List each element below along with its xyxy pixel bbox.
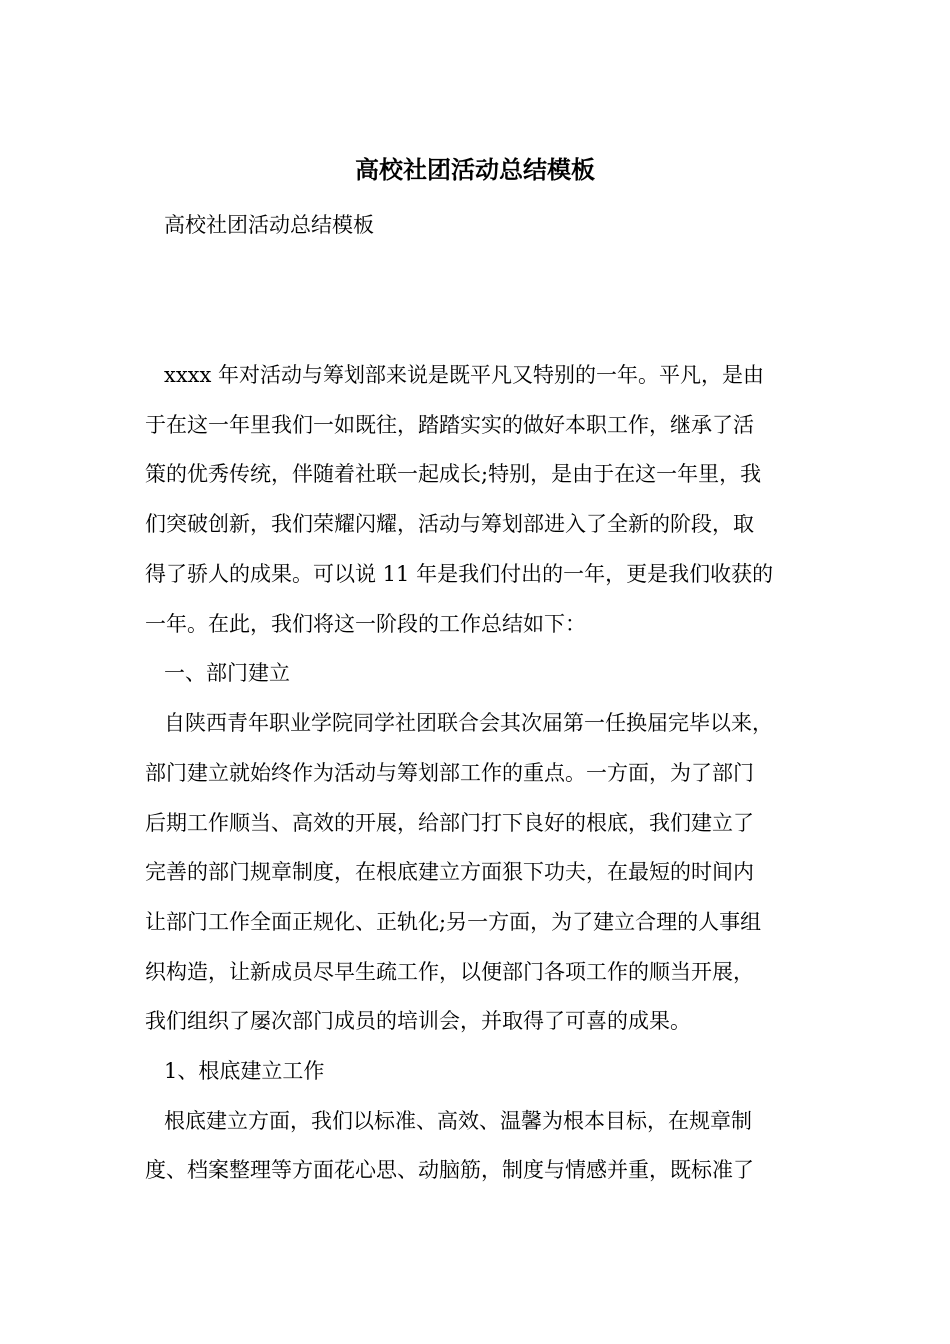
paragraph-line: 我们组织了屡次部门成员的培训会，并取得了可喜的成果。 [145,1009,691,1033]
subsection-heading: 1、根底建立工作 [164,1059,325,1083]
paragraph-line: 部门建立就始终作为活动与筹划部工作的重点。一方面，为了部门 [145,761,754,785]
paragraph-line: 度、档案整理等方面花心思、动脑筋，制度与情感并重，既标准了 [145,1158,754,1182]
paragraph-line: 完善的部门规章制度，在根底建立方面狠下功夫，在最短的时间内 [145,860,754,884]
document-title: 高校社团活动总结模板 [355,155,595,184]
paragraph-line: xxxx 年对活动与筹划部来说是既平凡又特别的一年。平凡，是由 [164,363,765,387]
paragraph-line: 们突破创新，我们荣耀闪耀，活动与筹划部进入了全新的阶段，取 [145,512,754,536]
paragraph-line: 于在这一年里我们一如既往，踏踏实实的做好本职工作，继承了活 [145,413,754,437]
paragraph-line: 后期工作顺当、高效的开展，给部门打下良好的根底，我们建立了 [145,811,754,835]
paragraph-line: 根底建立方面，我们以标准、高效、温馨为根本目标，在规章制 [164,1109,752,1133]
paragraph-line: 策的优秀传统，伴随着社联一起成长;特别，是由于在这一年里，我 [145,462,762,486]
paragraph-line: 一年。在此，我们将这一阶段的工作总结如下： [145,612,586,636]
paragraph-line: 自陕西青年职业学院同学社团联合会其次届第一任换届完毕以来， [164,711,773,735]
paragraph-line: 让部门工作全面正规化、正轨化;另一方面，为了建立合理的人事组 [145,910,762,934]
section-heading: 一、部门建立 [164,661,290,685]
document-subtitle: 高校社团活动总结模板 [164,213,374,237]
paragraph-line: 得了骄人的成果。可以说 11 年是我们付出的一年，更是我们收获的 [145,562,774,586]
paragraph-line: 织构造，让新成员尽早生疏工作，以便部门各项工作的顺当开展， [145,960,754,984]
